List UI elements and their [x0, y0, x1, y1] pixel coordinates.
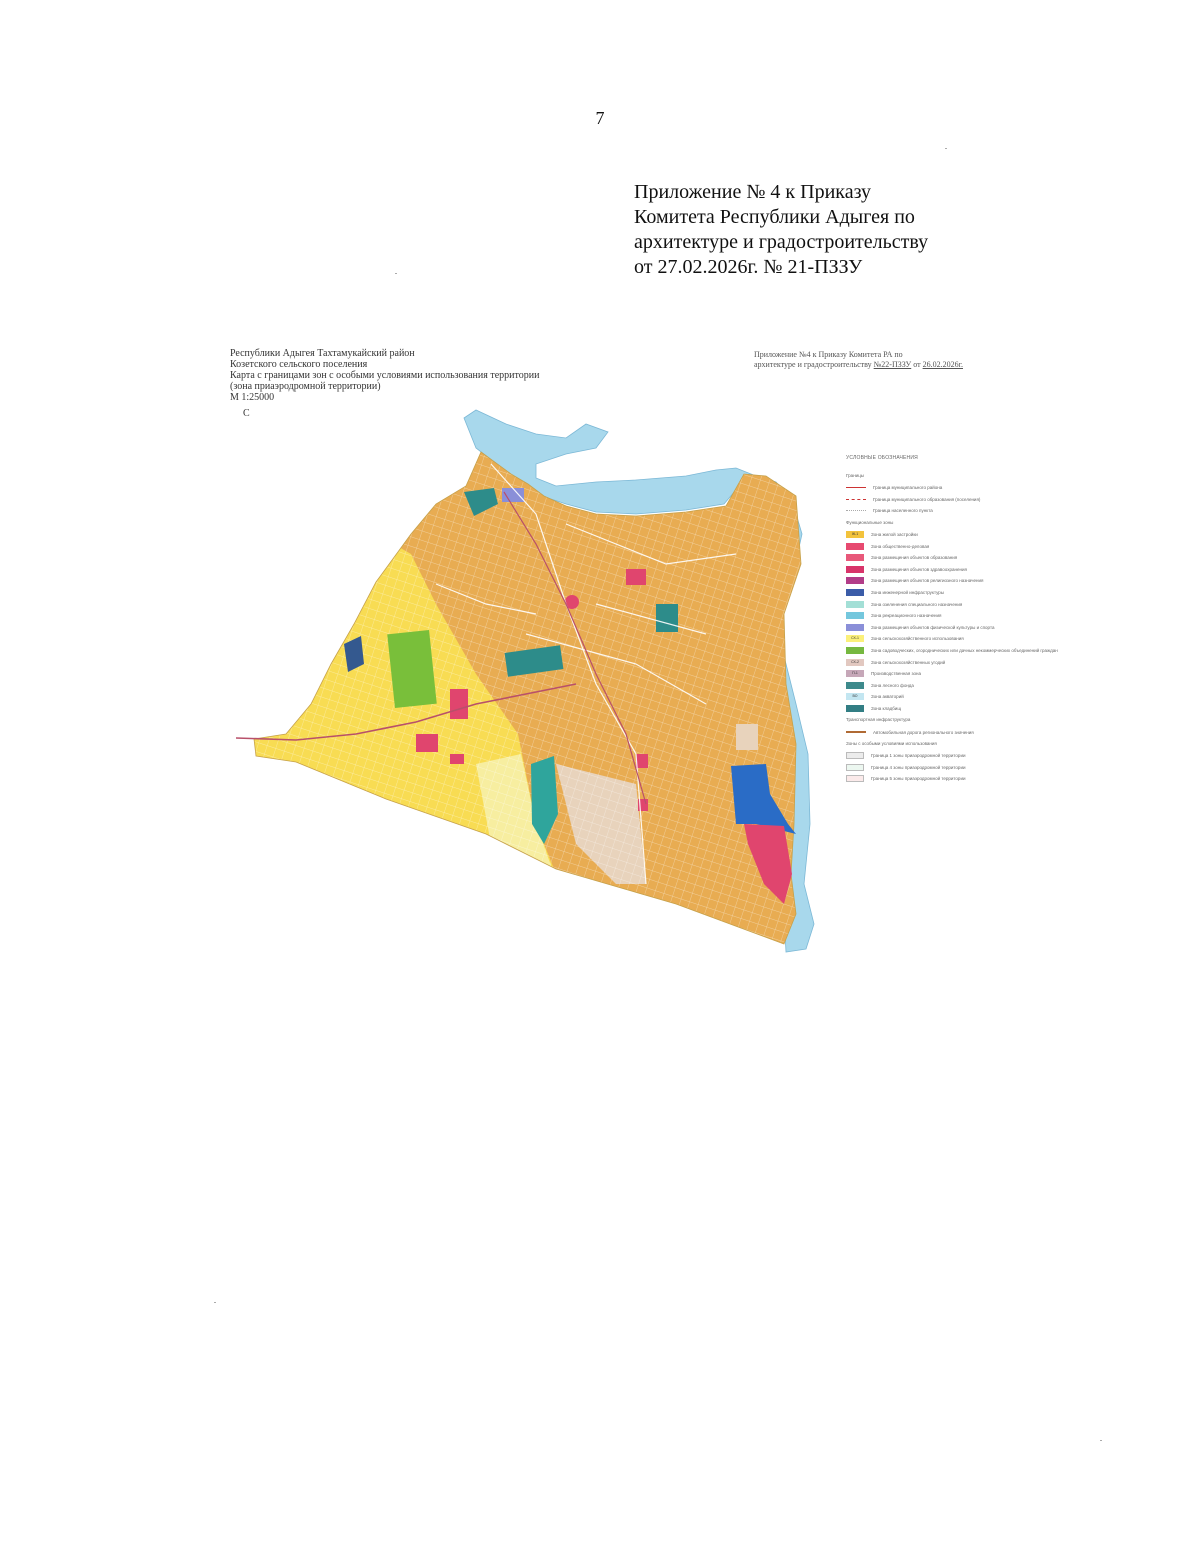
legend-item-label: Зона размещения объектов образования: [871, 555, 958, 561]
legend-swatch: [846, 601, 864, 608]
legend-item: [846, 587, 996, 599]
legend-item: [846, 529, 996, 541]
map-reference: [754, 350, 963, 370]
forest-block-east: [656, 604, 678, 632]
legend-swatch: [846, 647, 864, 654]
legend-item-label: Зона жилой застройки: [871, 532, 918, 538]
legend-item: [846, 494, 996, 506]
legend-item: [846, 482, 996, 494]
legend-swatch: [846, 764, 864, 771]
green-zone: [387, 630, 437, 708]
map-header-line: Карта с границами зон с особыми условиями использования территории: [230, 370, 540, 381]
legend-item-label: Граница 4 зоны приаэродромной территории: [871, 764, 966, 770]
legend-item-label: Зона садоводческих, огороднических или дачных некоммерческих объединений граждан: [871, 648, 1058, 654]
legend-item-label: Зона лесного фонда: [871, 682, 914, 688]
legend-item-label: Производственная зона: [871, 671, 922, 677]
legend-item-label: Зона размещения объектов религиозного назначения: [871, 578, 984, 584]
legend-item: [846, 633, 996, 645]
legend-swatch: Ж-1: [846, 531, 864, 538]
legend-line-symbol: [846, 487, 866, 488]
legend-item-label: Граница муниципального образования (поселения): [873, 496, 981, 502]
appendix-block: [634, 180, 928, 280]
legend-item: [846, 773, 996, 785]
beige-block-east: [736, 724, 758, 750]
legend-item: [846, 645, 1058, 657]
legend-swatch: [846, 554, 864, 561]
legend-swatch: СХ-1: [846, 635, 864, 642]
page-number: 7: [595, 108, 605, 128]
legend-line-symbol: [846, 499, 866, 500]
legend-title: УСЛОВНЫЕ ОБОЗНАЧЕНИЯ: [846, 455, 918, 461]
legend-item: [846, 750, 996, 762]
legend-item-label: Граница муниципального района: [873, 485, 943, 491]
legend-item: [846, 680, 996, 692]
legend-item-label: Зона акваторий: [871, 694, 904, 700]
legend-group-heading: Транспортная инфраструктура: [846, 717, 911, 723]
public-block-1: [626, 569, 646, 585]
legend-item: [846, 564, 996, 576]
map-header: [230, 348, 539, 403]
legend-item-label: Зона сельскохозяйственного использования: [871, 636, 964, 642]
public-block-2: [450, 689, 468, 719]
legend-item-label: Зона рекреационного назначения: [871, 613, 942, 619]
legend-item-label: Зона размещения объектов здравоохранения: [871, 566, 967, 572]
legend-item-label: Зона озеленения специального назначения: [871, 601, 963, 607]
legend-item: [846, 761, 996, 773]
legend-item: [846, 598, 996, 610]
legend-item: [846, 505, 996, 517]
legend-item: [846, 610, 996, 622]
legend-item-label: Зона кладбищ: [871, 705, 902, 711]
legend-item-label: Граница 1 зоны приаэродромной территории: [871, 753, 966, 759]
legend-swatch: СХ-2: [846, 659, 864, 666]
public-block-3: [416, 734, 438, 752]
legend-swatch: [846, 566, 864, 573]
map-reference-line: Приложение №4 к Приказу Комитета РА по: [754, 350, 903, 359]
legend-swatch: [846, 752, 864, 759]
legend-item-label: Зона сельскохозяйственных угодий: [871, 659, 946, 665]
legend-item: [846, 622, 996, 634]
legend-swatch: [846, 577, 864, 584]
legend-item: [846, 575, 996, 587]
appendix-line: от 27.02.2026г. № 21-ПЗЗУ: [634, 256, 863, 278]
map-reference-line: архитектуре и градостроительству №22-ПЗЗУ от 26.02.2026г.: [754, 360, 963, 369]
legend-swatch: ВО: [846, 693, 864, 700]
legend-group-heading: Функциональные зоны: [846, 519, 894, 525]
legend-item: [846, 703, 996, 715]
legend-group-heading: Зоны с особыми условиями использования: [846, 740, 937, 746]
zoning-map: [236, 404, 836, 954]
legend-item-label: Автомобильная дорога регионального значения: [873, 729, 974, 735]
legend-item-label: Зона общественно-деловая: [871, 543, 930, 549]
map-legend: [846, 455, 1058, 785]
appendix-line: Приложение № 4 к Приказу: [634, 181, 872, 203]
legend-swatch: [846, 705, 864, 712]
map-header-line: Козетского сельского поселения: [230, 359, 368, 370]
legend-swatch: [846, 612, 864, 619]
legend-line-symbol: [846, 731, 866, 733]
legend-swatch: [846, 682, 864, 689]
legend-item-label: Зона размещения объектов физической культуры и спорта: [871, 624, 995, 630]
map-header-line: Республики Адыгея Тахтамукайский район: [230, 348, 415, 359]
north-arrow: С: [243, 408, 250, 419]
appendix-line: архитектуре и градостроительству: [634, 231, 929, 253]
legend-item: [846, 691, 996, 703]
legend-item-label: Зона инженерной инфраструктуры: [871, 590, 944, 596]
legend-swatch: [846, 624, 864, 631]
legend-item: [846, 540, 996, 552]
legend-swatch: [846, 543, 864, 550]
legend-swatch: П-1: [846, 670, 864, 677]
map-header-line: (зона приаэродромной территории): [230, 381, 381, 392]
legend-item: [846, 668, 996, 680]
legend-line-symbol: [846, 510, 866, 511]
public-block-6: [450, 754, 464, 764]
public-block-4: [636, 754, 648, 768]
legend-swatch: [846, 589, 864, 596]
appendix-line: Комитета Республики Адыгея по: [634, 206, 915, 228]
legend-item-label: Граница населенного пункта: [873, 508, 933, 514]
legend-item: [846, 726, 996, 738]
legend-swatch: [846, 775, 864, 782]
legend-group-heading: Границы: [846, 473, 864, 478]
legend-item-label: Граница 5 зоны приаэродромной территории: [871, 776, 966, 782]
legend-item: [846, 552, 996, 564]
legend-item: [846, 656, 996, 668]
map-scale: М 1:25000: [230, 392, 275, 403]
